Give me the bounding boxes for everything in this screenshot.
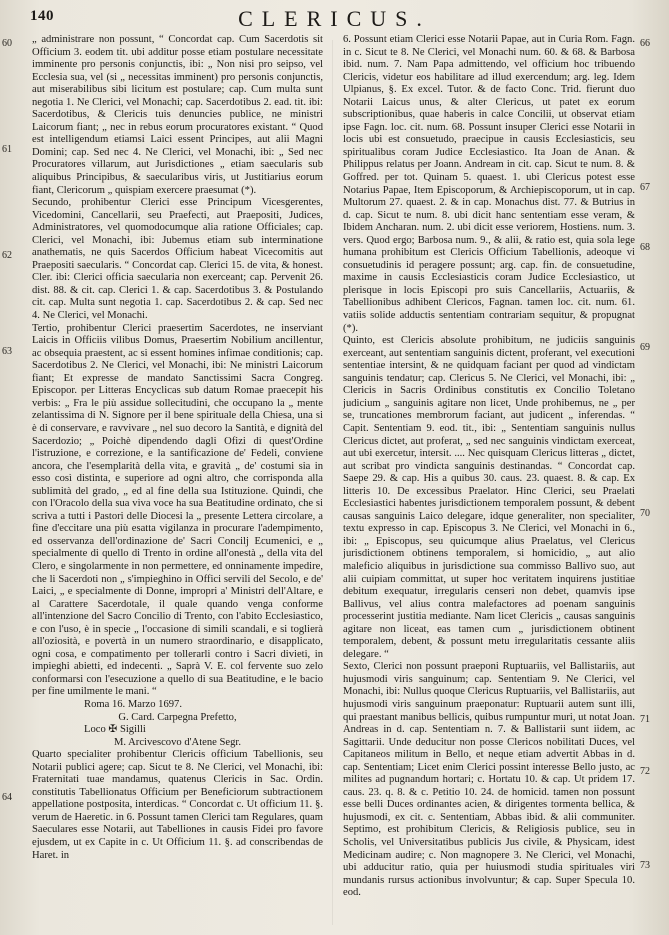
right-margin-number: 72	[640, 766, 650, 777]
page-number: 140	[30, 8, 54, 24]
right-margin-number: 71	[640, 714, 650, 725]
left-column	[32, 34, 323, 929]
letter-signatory: G. Card. Carpegna Prefetto,	[118, 711, 237, 723]
left-margin-number: 63	[2, 346, 12, 357]
paragraph-63: Tertio, prohibentur Clerici praesertim Sacerdotes, ne inserviant Laicis in Officiis vilibus Domus, Praesertim Nobilium ancillentur, ac obsequia praestent, ac si essent homines infimae conditionis; cap. Sacerdotibus 2. Ne Clerici, vel Monachi, ibi: Ne ministri Laicorum fiant; Et expresse de mandato Sanctissimi Sacra Congreg. Episcopor. per Litteras Encyclicas sub datum Romae praecepit his verbis: „ Fra le più assidue sollecitudini, che occupano la „ mente zelantissima di N. Signore per il bene spirituale della Chiesa, una si è di conservare, e ravvivare „ nel suo decoro la Santità, e dignità del Sacerdozio; „ Poichè dipendendo dagli Ofizi di quest'Ordine l'istruzione, e correzione, e la santificazione de' Fedeli, conviene ancora, che l'esemplarità della vita, e gravità „ de' costumi sia in esso così distinta, e superiore ad ogni altro, che corrisponda alla sublimità del grado, „ ed al fine della sua Istituzione. Quindi, che con l'Oracolo della sua viva voce ha sua Beatitudine ordinato, che si scriva a tutti i Pastori delle Diocesi la „ presente Lettera circolare, a fine d'eccitare una più esatta vigilanza in procurare l'adempimento, ed osservanza dell'ordinazione de' Sacri Concilj Ecumenici, e „ specialmente di quello di Trento in ordine all'onestà „ della vita del Clero, e singolarmente in non permettere, ed onninamente impedire, che li Sacerdoti non „ s'impieghino in Offici servili del Secolo, e de' Laici, „ e specialmente di Donne, impropri a' Ministri dell'Altare, e al Carattere Sacerdotale, il quale quando venga conforme all'intenzione del Sacro Concilio di Trento, con l'abito Ecclesiastico, e con l'uso, è in specie „ l'occasione di simili scandali, e si toglierà all'oziosità, e povertà in un numero straordinario, e disapplicato, ogni cosa, e compatimento per tollerarli contro i Sacri divieti, in impieghi abietti, ed indecenti. „ Saprà V. E. col fervente suo zelo conformarsi con l'esecuzione a quello di sua Beatitudine, e le bacio per fine umilmente le mani. “	[32, 322, 323, 698]
left-margin-number: 62	[2, 250, 12, 261]
page-header	[0, 6, 669, 32]
seal-place: Loco ✠ Sigilli	[84, 724, 146, 736]
paragraph-64: Quarto specialiter prohibentur Clericis officium Tabellionis, seu Notarii publici agere; cap. Sicut te 8. Ne Clerici, vel Monachi, ibi: Fraternitati tuae mandamus, quatenus Clericis in Sac. Ordin. constitutis Tabellionatus Officium per Beneficiorum subtractionem appellatione postposita, interdicas. “ Concordat c. Ut officium 11. §. verum de Haeretic. in 6. Possunt tamen Clerici tam Regulares, quam Saeculares esse Notarii, aut Tabelliones in causis Fidei pro favore ejusdem, ut ex Capite in c. Ut Officium 11. §. ad conscribendas de Haret. in	[32, 749, 323, 861]
right-margin-number: 67	[640, 182, 650, 193]
left-margin-number: 61	[2, 144, 12, 155]
paragraph-60: „ administrare non possunt, “ Concordat cap. Cum Sacerdotis sit Officium 3. eodem tit. ubi additur posse etiam postulare necessitate imminente pro personis conjunctis, ibi: „ Non nisi pro seipso, vel Ecclesia sua, vel (si „ necessitas imminent) pro personis conjunctis, aut miserabilibus sibi licitum est postulare; cap. Cum multa sunt negotia 1. Ne Clerici, vel Monachi; cap. Sacerdotibus 2. ead. tit. ibi: Sacerdotibus, & Clericis tuis denuncies publice, ne ministri Laicorum fiant; „ nec in rebus eorum procuratores existant. “ Quod est intelligendum etiamsi Laici essent Principes, aut alii Magni Domini; cap. Sed nec 4. Ne Clerici, vel Monachi, ibi: „ Sed nec Procuratores villarum, aut Jurisdictiones „ etiam saecularis sub aliquibus Principibus, & saecularibus viris, ut Justitiarius eorum fiant, Clericorum „ quispiam exercere praesumat (*).	[32, 34, 323, 196]
right-margin-number: 66	[640, 38, 650, 49]
right-column	[343, 34, 635, 929]
right-margin-number: 73	[640, 860, 650, 871]
running-title: CLERICUS.	[238, 6, 431, 31]
paragraph-71: Sexto, Clerici non possunt praeponi Ruptuariis, vel Ballistariis, aut hujusmodi viris sanguinum; cap. Sententiam 9. Ne Clerici, vel Monachi, ibi: Nullus quoque Clericus Ruptuariis, vel Ballistariis, aut hujusmodi viris sanguinum praeponatur: Ruptuarii autem sunt illi, qui praestant manibus bellicis, quibus rumpuntur muri, ut notat Joan. Andreas in d. cap. Sententiam n. 7. & Ballistarii sunt iidem, ac Sagittarii. Unde deducitur non posse Clericos nobilitati Duces, vel Capitaneos militum in Bello, et neque etiam advertit Abbas in d. cap. Sententiam; Licet enim Clerici possint interesse Bello justo, ac milites ad pugnandum hortari; c. Hortatu 10. & cap. Ut pridem 17. caus. 23. q. 8. & c. Petitio 10. 24. de homicid. tamen non possunt esse belli Duces ordinantes acien, & dirigentes tormenta bellica, & hujusmodi, ex cit. c. Sententiam, Abbas ibid. & alii communiter. Septimo, est prohibitum Clericis, & Religiosis publice, seu in Scholis, vel Universitatibus publicis Jus civile, & Physicam, idest Medicinam audire; c. Non magnopere 3. Ne Clerici, vel Monachi, ubi adducitur ratio, quia per huiusmodi studia spirituales viri mundanis rursus actionibus involvuntur; & cap. Super Specula 10. eod.	[343, 661, 635, 899]
left-margin-number: 60	[2, 38, 12, 49]
letter-date: Roma 16. Marzo 1697.	[84, 698, 182, 710]
right-margin-number: 70	[640, 508, 650, 519]
paragraph-69: Quinto, est Clericis absolute prohibitum, ne judiciis sanguinis exerceant, aut sententiam sanguinis dictent, proferant, vel executioni sententiae intersint, & ne quidquam faciant per quod ad vindictam sanguinis tendatur; cap. Clericus 5. Ne Clerici, vel Monachi, ibi: „ Clericis in Sacris Ordinibus constitutis ex Concilio Toletano judicium „ sanguinis agitare non licet, Unde prohibemus, ne „ per se, truncationes membrorum faciant, aut judicent „ inferendas. “ Capit. Sententiam 9. eod. tit., ibi: „ Sententiam sanguinis nullus Clericus dictet, aut proferat, „ sed nec sanguinis vindictam exerceat, aut ubi exercetur, intersit. .... Nec quisquam Clericus litteras „ dictet, aut scribat pro vindicta sanguinis destinandas. “ Concordat cap. Saepe 29. & cap. His a quibus 30. caus. 23. quaest. 8. & cap. Ex litteris 10. De excessibus Praelator. Hinc Clerici, seu Praelati Ecclesiastici habentes jurisdictionem temporalem possunt, & debent causas sanguinis Laico delegare, idque generaliter, non specialiter, textu expresso in cap. Episcopus 3. Ne Clerici, vel Monachi in 6., ibi: „ Episcopus, seu quicumque alius Praelatus, vel Clericus jurisdictionem obtinens temporalem, si homicidio, „ aut alio maleficio aliquibus in jurisdictione sua commisso Ballivo suo, aut alii cuipiam committat, ut super hoc veritatem inquirens justitiae debitum exequatur, irregularis censeri non debet, quamvis ipse Ballivus, vel alius contra malefactores ad poenam sanguinis processerint justitia mediante. Nam licet Clericis „ causas sanguinis agitare non liceat, eas tamen cum „ jurisdictionem obtinent temporalem, debent, & possunt metu irregularitatis cessante aliis delegare. “	[343, 335, 635, 660]
column-gutter	[332, 40, 333, 925]
right-margin-number: 68	[640, 242, 650, 253]
left-margin-number: 64	[2, 792, 12, 803]
paragraph-62: Secundo, prohibentur Clerici esse Principum Vicesgerentes, Vicedomini, Cancellarii, seu Praefecti, aut Praepositi, Judices, Administratores, vel quomodocumque alia ratione Officiales; cap. Clerici, vel Monachi, ibi: Jubemus etiam sub interminatione anathematis, ne quis Sacerdos Officium habeat Vicecomitis aut Praepositi saecularis. “ Concordat cap. Clerici 15. de vita, & honest. Cler. ibi: Clerici officia saecularia non exerceant; cap. Pervenit 26. dist. 88. & cit. cap. Clerici 1. & cap. Sacerdotibus 3. & Postulando cit. cap. Multa sunt negotia 1. cap. Sacerdotibus 2. & cap. Sed nec 4. Ne Clerici, vel Monachi.	[32, 197, 323, 322]
paragraph-66: 6. Possunt etiam Clerici esse Notarii Papae, aut in Curia Rom. Fagn. in c. Sicut te 8. Ne Clerici, vel Monachi num. 60. & 68. & Barbosa ibid. num. 7. Nam Papa admittendo, vel officium hoc tribuendo Clericis, videtur eos habilitare ad illud exercendum; arg. leg. Idem Ulpianus, §. Ex excel. Tutor. & de facto Conc. Trid. fierunt duo Notarii Laicus unus, & alter Clericus, ut patet ex eorum subscriptionibus, quae haberis in calce Concilii, ut observat etiam ipse Fagn. loc. cit. num. 68. Possunt insuper Clerici esse Notarii in locis ubi est consuetudo, praecipue in causis Ecclesiasticis, seu spiritualibus coram Judice Ecclesiastico. Ita Joan de Anan. & Philippus relatus per Joann. Andream in cit. cap. Sicut te num. 8. & Goffred. per tot. Quinam 5. quaest. 1. ubi Clericus potest esse Notarius Papae, Item Episcoporum, & Archiepiscoporum, ut in cap. Multorum 27. quaest. 2. & in cap. Monachus dist. 77. & Butrius in d. cap. Sicut te num. 8. ubi dicit hanc sententiam esse veram, & Ibidem Ancharan. num. 2. ubi dicit esse veriorem, Hostiens. num. 3. vers. Quod ergo; Barbosa num. 9., & alii, & ratio est, quia sola lege humana prohibitum est Clericis Officium Tabellionis, adeoque vi consuetudinis id peragere possunt; arg. cap. fin. de consuetudine, maxime in causis Ecclesiasticis coram Judice Ecclesiastico, ut plerisque in locis Episcopi pro suis Cancellariis, Actuariis, & Tabellionibus adhibent Clericos, Fagnan. tamen loc. cit. num. 61. vatiis solide adductis sententiam contrariam sequitur, & propugnat (*).	[343, 34, 635, 334]
letter-secretary: M. Arcivescovo d'Atene Segr.	[114, 736, 241, 748]
right-margin-number: 69	[640, 342, 650, 353]
